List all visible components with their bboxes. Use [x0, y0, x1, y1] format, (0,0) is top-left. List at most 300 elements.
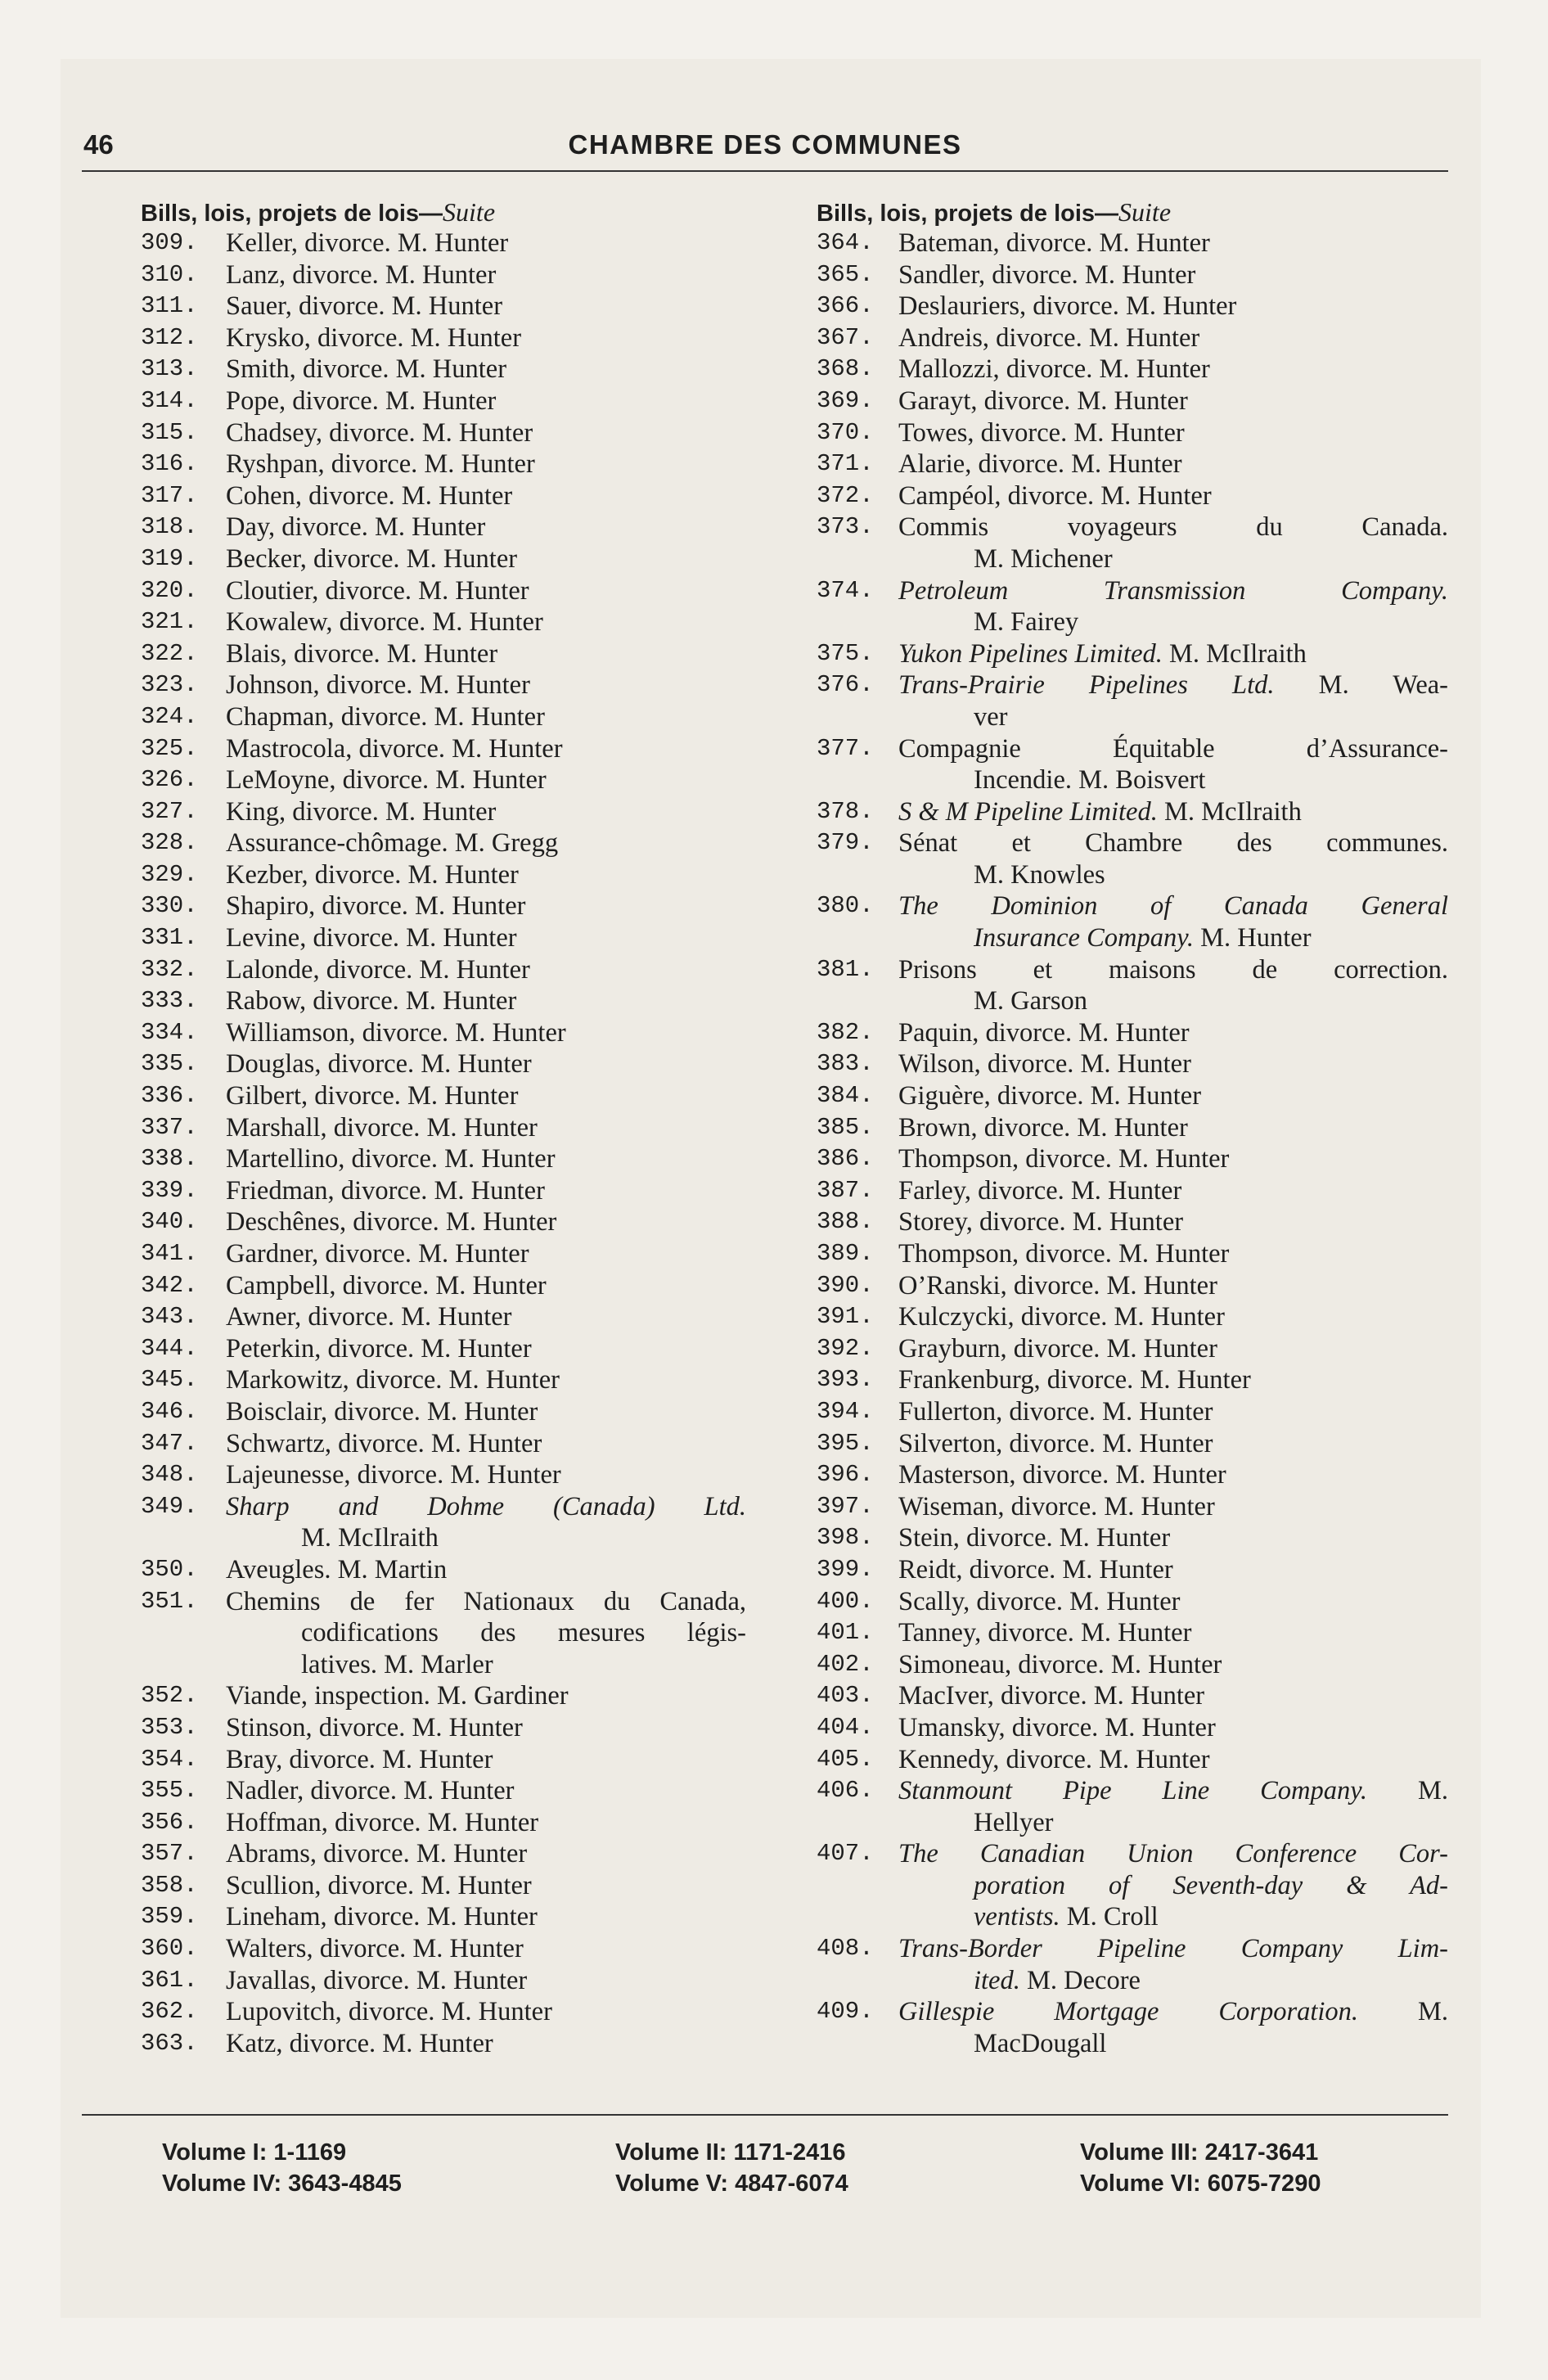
left-column	[141, 196, 746, 2059]
bill-entry	[141, 669, 746, 701]
bill-title-text: Javallas, divorce. M. Hunter	[226, 1965, 528, 1995]
bill-entry	[141, 1870, 746, 1902]
bill-number: 316.	[141, 450, 198, 478]
bill-continuation-text: M. Knowles	[974, 859, 1105, 890]
left-column-heading: Bills, lois, projets de lois—Suite	[141, 197, 496, 227]
bill-number: 401.	[817, 1619, 874, 1647]
bill-number: 365.	[817, 260, 874, 288]
bill-entry	[141, 985, 746, 1017]
bill-entry	[141, 417, 746, 449]
bill-entry	[817, 291, 1448, 322]
bill-number: 400.	[817, 1587, 874, 1615]
running-title: CHAMBRE DES COMMUNES	[568, 129, 962, 160]
bill-continuation-italic: Insurance Company.	[974, 923, 1194, 953]
bill-title-text: Kulczycki, divorce. M. Hunter	[898, 1302, 1225, 1332]
bill-title-text: Smith, divorce. M. Hunter	[226, 354, 507, 385]
bill-number: 336.	[141, 1082, 198, 1110]
bill-number: 321.	[141, 608, 198, 636]
bill-number: 358.	[141, 1871, 198, 1899]
bill-continuation-italic: poration of Seventh-day & Ad-	[974, 1870, 1448, 1900]
bill-entry	[817, 575, 1448, 638]
bill-continuation	[898, 1965, 1448, 1997]
bill-number: 335.	[141, 1050, 198, 1078]
bill-title	[226, 985, 746, 1017]
bill-title-text: Chemins de fer Nationaux du Canada,	[226, 1586, 746, 1616]
bill-title-italic: Gillespie Mortgage Corporation.	[898, 1997, 1359, 2027]
bill-entry	[817, 1775, 1448, 1838]
bill-title	[898, 796, 1448, 828]
bill-number: 394.	[817, 1397, 874, 1425]
bill-continuation-text: MacDougall	[974, 2028, 1107, 2058]
bill-entry	[141, 1838, 746, 1870]
bill-entry	[141, 354, 746, 385]
bill-continuation	[226, 1617, 746, 1649]
bill-entry	[141, 827, 746, 859]
bill-title-text: Aveugles. M. Martin	[226, 1554, 448, 1584]
bill-number: 368.	[817, 355, 874, 383]
bill-number: 370.	[817, 418, 874, 446]
bill-number: 377.	[817, 734, 874, 762]
bill-number: 407.	[817, 1840, 874, 1868]
bill-title	[898, 1649, 1448, 1681]
bill-entry	[817, 1301, 1448, 1333]
bill-title-text: Thompson, divorce. M. Hunter	[898, 1239, 1230, 1269]
bill-title	[226, 1333, 746, 1365]
bill-title-text: Kezber, divorce. M. Hunter	[226, 859, 519, 890]
bill-continuation-text: latives. M. Marler	[301, 1649, 493, 1679]
bill-title-text: Cohen, divorce. M. Hunter	[226, 480, 513, 511]
bill-title-text: Fullerton, divorce. M. Hunter	[898, 1396, 1213, 1427]
bill-title	[898, 354, 1448, 385]
bill-title	[226, 1270, 746, 1302]
bill-title	[898, 512, 1448, 543]
bill-number: 342.	[141, 1271, 198, 1299]
bill-title	[226, 796, 746, 828]
bill-entry	[817, 1333, 1448, 1365]
bill-continuation	[898, 985, 1448, 1017]
bill-title-text: Thompson, divorce. M. Hunter	[898, 1144, 1230, 1174]
bill-number: 403.	[817, 1682, 874, 1710]
bill-title-text: Douglas, divorce. M. Hunter	[226, 1049, 532, 1080]
bill-title	[898, 1238, 1448, 1270]
bill-title	[898, 1712, 1448, 1744]
bill-title	[226, 1680, 746, 1712]
bill-title-text: Gilbert, divorce. M. Hunter	[226, 1081, 519, 1111]
bill-entry	[817, 954, 1448, 1017]
bill-entry	[141, 638, 746, 670]
bill-title	[898, 1522, 1448, 1554]
bill-number: 348.	[141, 1461, 198, 1489]
bill-title-text: Storey, divorce. M. Hunter	[898, 1207, 1184, 1237]
bill-title-italic: Trans-Prairie Pipelines Ltd.	[898, 670, 1275, 701]
bill-title	[226, 1744, 746, 1776]
bill-number: 395.	[817, 1429, 874, 1457]
bill-title-text: Farley, divorce. M. Hunter	[898, 1175, 1182, 1206]
bill-title	[226, 954, 746, 986]
bill-title	[226, 2028, 746, 2060]
bill-entry	[817, 1933, 1448, 1996]
bill-title-text: Commis voyageurs du Canada.	[898, 512, 1448, 543]
bill-continuation	[226, 1522, 746, 1554]
bill-number: 317.	[141, 481, 198, 509]
bill-title-text: Simoneau, divorce. M. Hunter	[898, 1649, 1222, 1679]
bill-number: 327.	[141, 797, 198, 825]
bill-title	[226, 1933, 746, 1965]
left-entry-list	[141, 228, 746, 2059]
bill-title-text: Scullion, divorce. M. Hunter	[226, 1870, 532, 1900]
bill-title	[226, 890, 746, 922]
bill-number: 372.	[817, 481, 874, 509]
bill-title	[898, 827, 1448, 859]
bill-title	[226, 1080, 746, 1112]
bill-continuation	[898, 543, 1448, 575]
bill-title	[898, 1744, 1448, 1776]
bill-title-text: Hoffman, divorce. M. Hunter	[226, 1807, 539, 1837]
bill-entry	[141, 733, 746, 765]
footer-rule	[82, 2114, 1448, 2116]
bill-entry	[817, 1491, 1448, 1523]
bill-entry	[817, 1649, 1448, 1681]
bill-number: 404.	[817, 1713, 874, 1741]
bill-entry	[817, 1270, 1448, 1302]
bill-title-sponsor: M. Wea-	[1274, 670, 1449, 701]
bill-number: 374.	[817, 576, 874, 604]
bill-number: 354.	[141, 1745, 198, 1773]
volume-footer	[82, 2125, 1448, 2198]
bill-continuation-sponsor: M. Hunter	[1194, 923, 1312, 953]
bill-title	[898, 1428, 1448, 1460]
bill-title	[898, 1333, 1448, 1365]
bill-entry	[141, 1112, 746, 1144]
bill-entry	[141, 512, 746, 543]
bill-number: 386.	[817, 1145, 874, 1173]
bill-continuation-italic: ventists.	[974, 1902, 1060, 1932]
bill-entry	[817, 259, 1448, 291]
bill-number: 315.	[141, 418, 198, 446]
bill-number: 406.	[817, 1777, 874, 1805]
bill-number: 385.	[817, 1113, 874, 1141]
bill-entry	[817, 1996, 1448, 2059]
bill-number: 381.	[817, 955, 874, 983]
bill-title-text: Ryshpan, divorce. M. Hunter	[226, 449, 535, 480]
bill-number: 334.	[141, 1018, 198, 1046]
bill-number: 312.	[141, 323, 198, 351]
bill-continuation	[898, 1870, 1448, 1902]
bill-entry	[141, 291, 746, 322]
header-rule	[82, 170, 1448, 172]
bill-number: 389.	[817, 1240, 874, 1267]
bill-entry	[817, 1143, 1448, 1175]
bill-title-text: Mastrocola, divorce. M. Hunter	[226, 733, 563, 764]
bill-number: 318.	[141, 513, 198, 541]
bill-number: 360.	[141, 1935, 198, 1963]
bill-entry	[141, 1396, 746, 1428]
bill-number: 347.	[141, 1429, 198, 1457]
bill-number: 352.	[141, 1682, 198, 1710]
bill-entry	[817, 1586, 1448, 1618]
bill-title-text: Schwartz, divorce. M. Hunter	[226, 1428, 542, 1458]
bill-number: 349.	[141, 1492, 198, 1520]
bill-entry	[141, 228, 746, 259]
bill-title	[226, 1901, 746, 1933]
bill-entry	[141, 859, 746, 891]
bill-entry	[141, 449, 746, 480]
bill-number: 356.	[141, 1808, 198, 1836]
bill-entry	[817, 1017, 1448, 1049]
bill-number: 333.	[141, 987, 198, 1015]
bill-entry	[141, 1206, 746, 1238]
bill-title-text: Grayburn, divorce. M. Hunter	[898, 1333, 1217, 1364]
bill-number: 361.	[141, 1966, 198, 1994]
bill-title	[898, 1617, 1448, 1649]
bill-title	[898, 291, 1448, 322]
bill-title	[898, 1680, 1448, 1712]
bill-number: 397.	[817, 1492, 874, 1520]
bill-entry	[141, 1933, 746, 1965]
bill-title-text: Marshall, divorce. M. Hunter	[226, 1112, 538, 1143]
bill-title	[898, 1775, 1448, 1807]
bill-entry	[817, 1175, 1448, 1207]
bill-title	[226, 1838, 746, 1870]
bill-continuation	[898, 922, 1448, 954]
bill-entry	[817, 480, 1448, 512]
bill-title	[898, 1017, 1448, 1049]
right-column-heading: Bills, lois, projets de lois—Suite	[817, 197, 1172, 227]
bill-title	[226, 1965, 746, 1997]
bill-title	[226, 1017, 746, 1049]
bill-title-text: Katz, divorce. M. Hunter	[226, 2028, 493, 2058]
bill-title	[898, 1270, 1448, 1302]
bill-title-text: Blais, divorce. M. Hunter	[226, 638, 498, 669]
bill-number: 384.	[817, 1082, 874, 1110]
bill-title-text: Sauer, divorce. M. Hunter	[226, 291, 503, 322]
bill-number: 393.	[817, 1366, 874, 1394]
bill-number: 309.	[141, 229, 198, 256]
bill-entry	[817, 1522, 1448, 1554]
bill-title	[226, 1712, 746, 1744]
bill-title	[226, 922, 746, 954]
bill-entry	[141, 480, 746, 512]
bill-title	[226, 1048, 746, 1080]
bill-title-text: Scally, divorce. M. Hunter	[898, 1586, 1181, 1616]
bill-entry	[141, 954, 746, 986]
bill-continuation-text: codifications des mesures légis-	[301, 1618, 746, 1648]
bill-title	[898, 1996, 1448, 2028]
bill-continuation-sponsor: M. Decore	[1019, 1965, 1141, 1995]
bill-title	[226, 701, 746, 733]
bill-number: 330.	[141, 892, 198, 920]
bill-entry	[141, 2028, 746, 2060]
bill-number: 402.	[817, 1650, 874, 1678]
bill-title	[226, 1870, 746, 1902]
bill-number: 332.	[141, 955, 198, 983]
bill-title	[898, 669, 1448, 701]
bill-entry	[141, 1901, 746, 1933]
right-entry-list	[817, 228, 1448, 2059]
bill-entry	[141, 1175, 746, 1207]
bill-number: 376.	[817, 671, 874, 699]
bill-number: 350.	[141, 1555, 198, 1583]
bill-title	[226, 575, 746, 607]
bill-number: 319.	[141, 544, 198, 572]
bill-number: 396.	[817, 1461, 874, 1489]
bill-entry	[817, 1112, 1448, 1144]
bill-title-text: Campbell, divorce. M. Hunter	[226, 1270, 547, 1300]
bill-number: 326.	[141, 766, 198, 794]
bill-title-text: Kennedy, divorce. M. Hunter	[898, 1744, 1210, 1774]
bill-title-text: Markowitz, divorce. M. Hunter	[226, 1365, 560, 1395]
bill-title	[898, 259, 1448, 291]
bill-title-text: The Canadian Union Conference Cor-	[898, 1839, 1448, 1869]
bill-number: 399.	[817, 1555, 874, 1583]
bill-entry	[141, 1491, 746, 1554]
bill-number: 320.	[141, 576, 198, 604]
bill-title-text: Levine, divorce. M. Hunter	[226, 923, 517, 953]
bill-entry	[817, 1080, 1448, 1112]
bill-entry	[141, 385, 746, 417]
bill-entry	[141, 701, 746, 733]
bill-title	[226, 1143, 746, 1175]
bill-entry	[141, 1017, 746, 1049]
bill-entry	[817, 417, 1448, 449]
bill-title	[226, 1491, 746, 1523]
bill-title	[226, 1586, 746, 1618]
bill-title	[226, 1206, 746, 1238]
bill-continuation	[226, 1649, 746, 1681]
bill-entry	[817, 890, 1448, 953]
bill-number: 369.	[817, 386, 874, 414]
bill-number: 325.	[141, 734, 198, 762]
bill-title-text: Petroleum Transmission Company.	[898, 575, 1448, 606]
bill-title	[226, 1238, 746, 1270]
bill-number: 405.	[817, 1745, 874, 1773]
bill-number: 362.	[141, 1998, 198, 2026]
volume-iv: Volume IV: 3643-4845	[162, 2170, 402, 2197]
bill-title	[898, 480, 1448, 512]
bill-entry	[817, 354, 1448, 385]
bill-title-text: Wilson, divorce. M. Hunter	[898, 1049, 1191, 1080]
bill-title	[898, 1080, 1448, 1112]
bill-title	[226, 1459, 746, 1491]
volume-ii: Volume II: 1171-2416	[615, 2139, 846, 2166]
bill-title-text: Abrams, divorce. M. Hunter	[226, 1839, 528, 1869]
bill-title-text: Paquin, divorce. M. Hunter	[898, 1017, 1190, 1048]
bill-continuation-text: M. Fairey	[974, 607, 1079, 638]
bill-title-text: Lalonde, divorce. M. Hunter	[226, 954, 530, 985]
bill-title-text: Becker, divorce. M. Hunter	[226, 543, 518, 574]
bill-title-text: Johnson, divorce. M. Hunter	[226, 670, 530, 701]
bill-title	[898, 954, 1448, 986]
bill-title-text: Reidt, divorce. M. Hunter	[898, 1554, 1173, 1584]
bill-continuation-italic: ited.	[974, 1965, 1020, 1995]
bill-title	[898, 1364, 1448, 1396]
bill-entry	[141, 1143, 746, 1175]
bill-entry	[141, 575, 746, 607]
bill-number: 339.	[141, 1176, 198, 1204]
bill-number: 373.	[817, 513, 874, 541]
bill-entry	[141, 543, 746, 575]
bill-title	[226, 322, 746, 354]
bill-number: 375.	[817, 639, 874, 667]
bill-title	[226, 1775, 746, 1807]
bill-number: 341.	[141, 1240, 198, 1267]
bill-title	[898, 733, 1448, 765]
bill-title	[226, 291, 746, 322]
bill-title-text: Campéol, divorce. M. Hunter	[898, 480, 1212, 511]
bill-title	[898, 1459, 1448, 1491]
bill-title-text: Friedman, divorce. M. Hunter	[226, 1175, 545, 1206]
bill-title-text: Lupovitch, divorce. M. Hunter	[226, 1997, 552, 2027]
bill-entry	[817, 796, 1448, 828]
bill-number: 311.	[141, 292, 198, 320]
bill-title-sponsor: M.	[1367, 1776, 1448, 1806]
volume-iii: Volume III: 2417-3641	[1080, 2139, 1319, 2166]
bill-number: 366.	[817, 292, 874, 320]
bill-number: 383.	[817, 1050, 874, 1078]
bill-continuation	[898, 859, 1448, 891]
bill-title	[226, 228, 746, 259]
bill-entry	[141, 1270, 746, 1302]
bill-title	[898, 1933, 1448, 1965]
bill-continuation-text: M. McIlraith	[301, 1523, 439, 1553]
bill-title-text: Bray, divorce. M. Hunter	[226, 1744, 493, 1774]
bill-number: 357.	[141, 1840, 198, 1868]
bill-number: 328.	[141, 829, 198, 857]
bill-entry	[817, 1680, 1448, 1712]
bill-title	[898, 1586, 1448, 1618]
bill-entry	[817, 1206, 1448, 1238]
bill-title	[226, 1428, 746, 1460]
bill-number: 331.	[141, 924, 198, 952]
bill-title-text: Prisons et maisons de correction.	[898, 954, 1448, 985]
bill-title-text: Deslauriers, divorce. M. Hunter	[898, 291, 1237, 322]
bill-entry	[141, 1744, 746, 1776]
bill-title-text: Wiseman, divorce. M. Hunter	[898, 1491, 1215, 1521]
bill-title	[898, 638, 1448, 670]
bill-title	[226, 480, 746, 512]
bill-title-text: Chapman, divorce. M. Hunter	[226, 701, 545, 732]
bill-title-text: Lajeunesse, divorce. M. Hunter	[226, 1460, 561, 1490]
bill-number: 351.	[141, 1587, 198, 1615]
bill-title-text: Williamson, divorce. M. Hunter	[226, 1017, 566, 1048]
bill-title	[226, 669, 746, 701]
bill-entry	[141, 322, 746, 354]
bill-title	[898, 417, 1448, 449]
bill-title-text: Rabow, divorce. M. Hunter	[226, 986, 517, 1016]
bill-title-text: Krysko, divorce. M. Hunter	[226, 322, 522, 353]
bill-title-text: Masterson, divorce. M. Hunter	[898, 1460, 1226, 1490]
bill-number: 343.	[141, 1303, 198, 1331]
bill-entry	[141, 1364, 746, 1396]
bill-title-text: Pope, divorce. M. Hunter	[226, 385, 497, 416]
bill-title	[226, 543, 746, 575]
bill-title-text: Kowalew, divorce. M. Hunter	[226, 607, 543, 638]
bill-title	[226, 1175, 746, 1207]
volume-vi: Volume VI: 6075-7290	[1080, 2170, 1321, 2197]
bill-title-italic: S & M Pipeline Limited.	[898, 796, 1158, 827]
bill-number: 345.	[141, 1366, 198, 1394]
bill-title-text: Awner, divorce. M. Hunter	[226, 1302, 512, 1332]
bill-entry	[141, 796, 746, 828]
bill-entry	[141, 1459, 746, 1491]
bill-title-text: Gardner, divorce. M. Hunter	[226, 1239, 529, 1269]
bill-title	[898, 1206, 1448, 1238]
bill-number: 390.	[817, 1271, 874, 1299]
bill-title	[898, 1838, 1448, 1870]
bill-number: 353.	[141, 1713, 198, 1741]
bill-title-text: Cloutier, divorce. M. Hunter	[226, 575, 529, 606]
bill-title-text: Lineham, divorce. M. Hunter	[226, 1902, 538, 1932]
